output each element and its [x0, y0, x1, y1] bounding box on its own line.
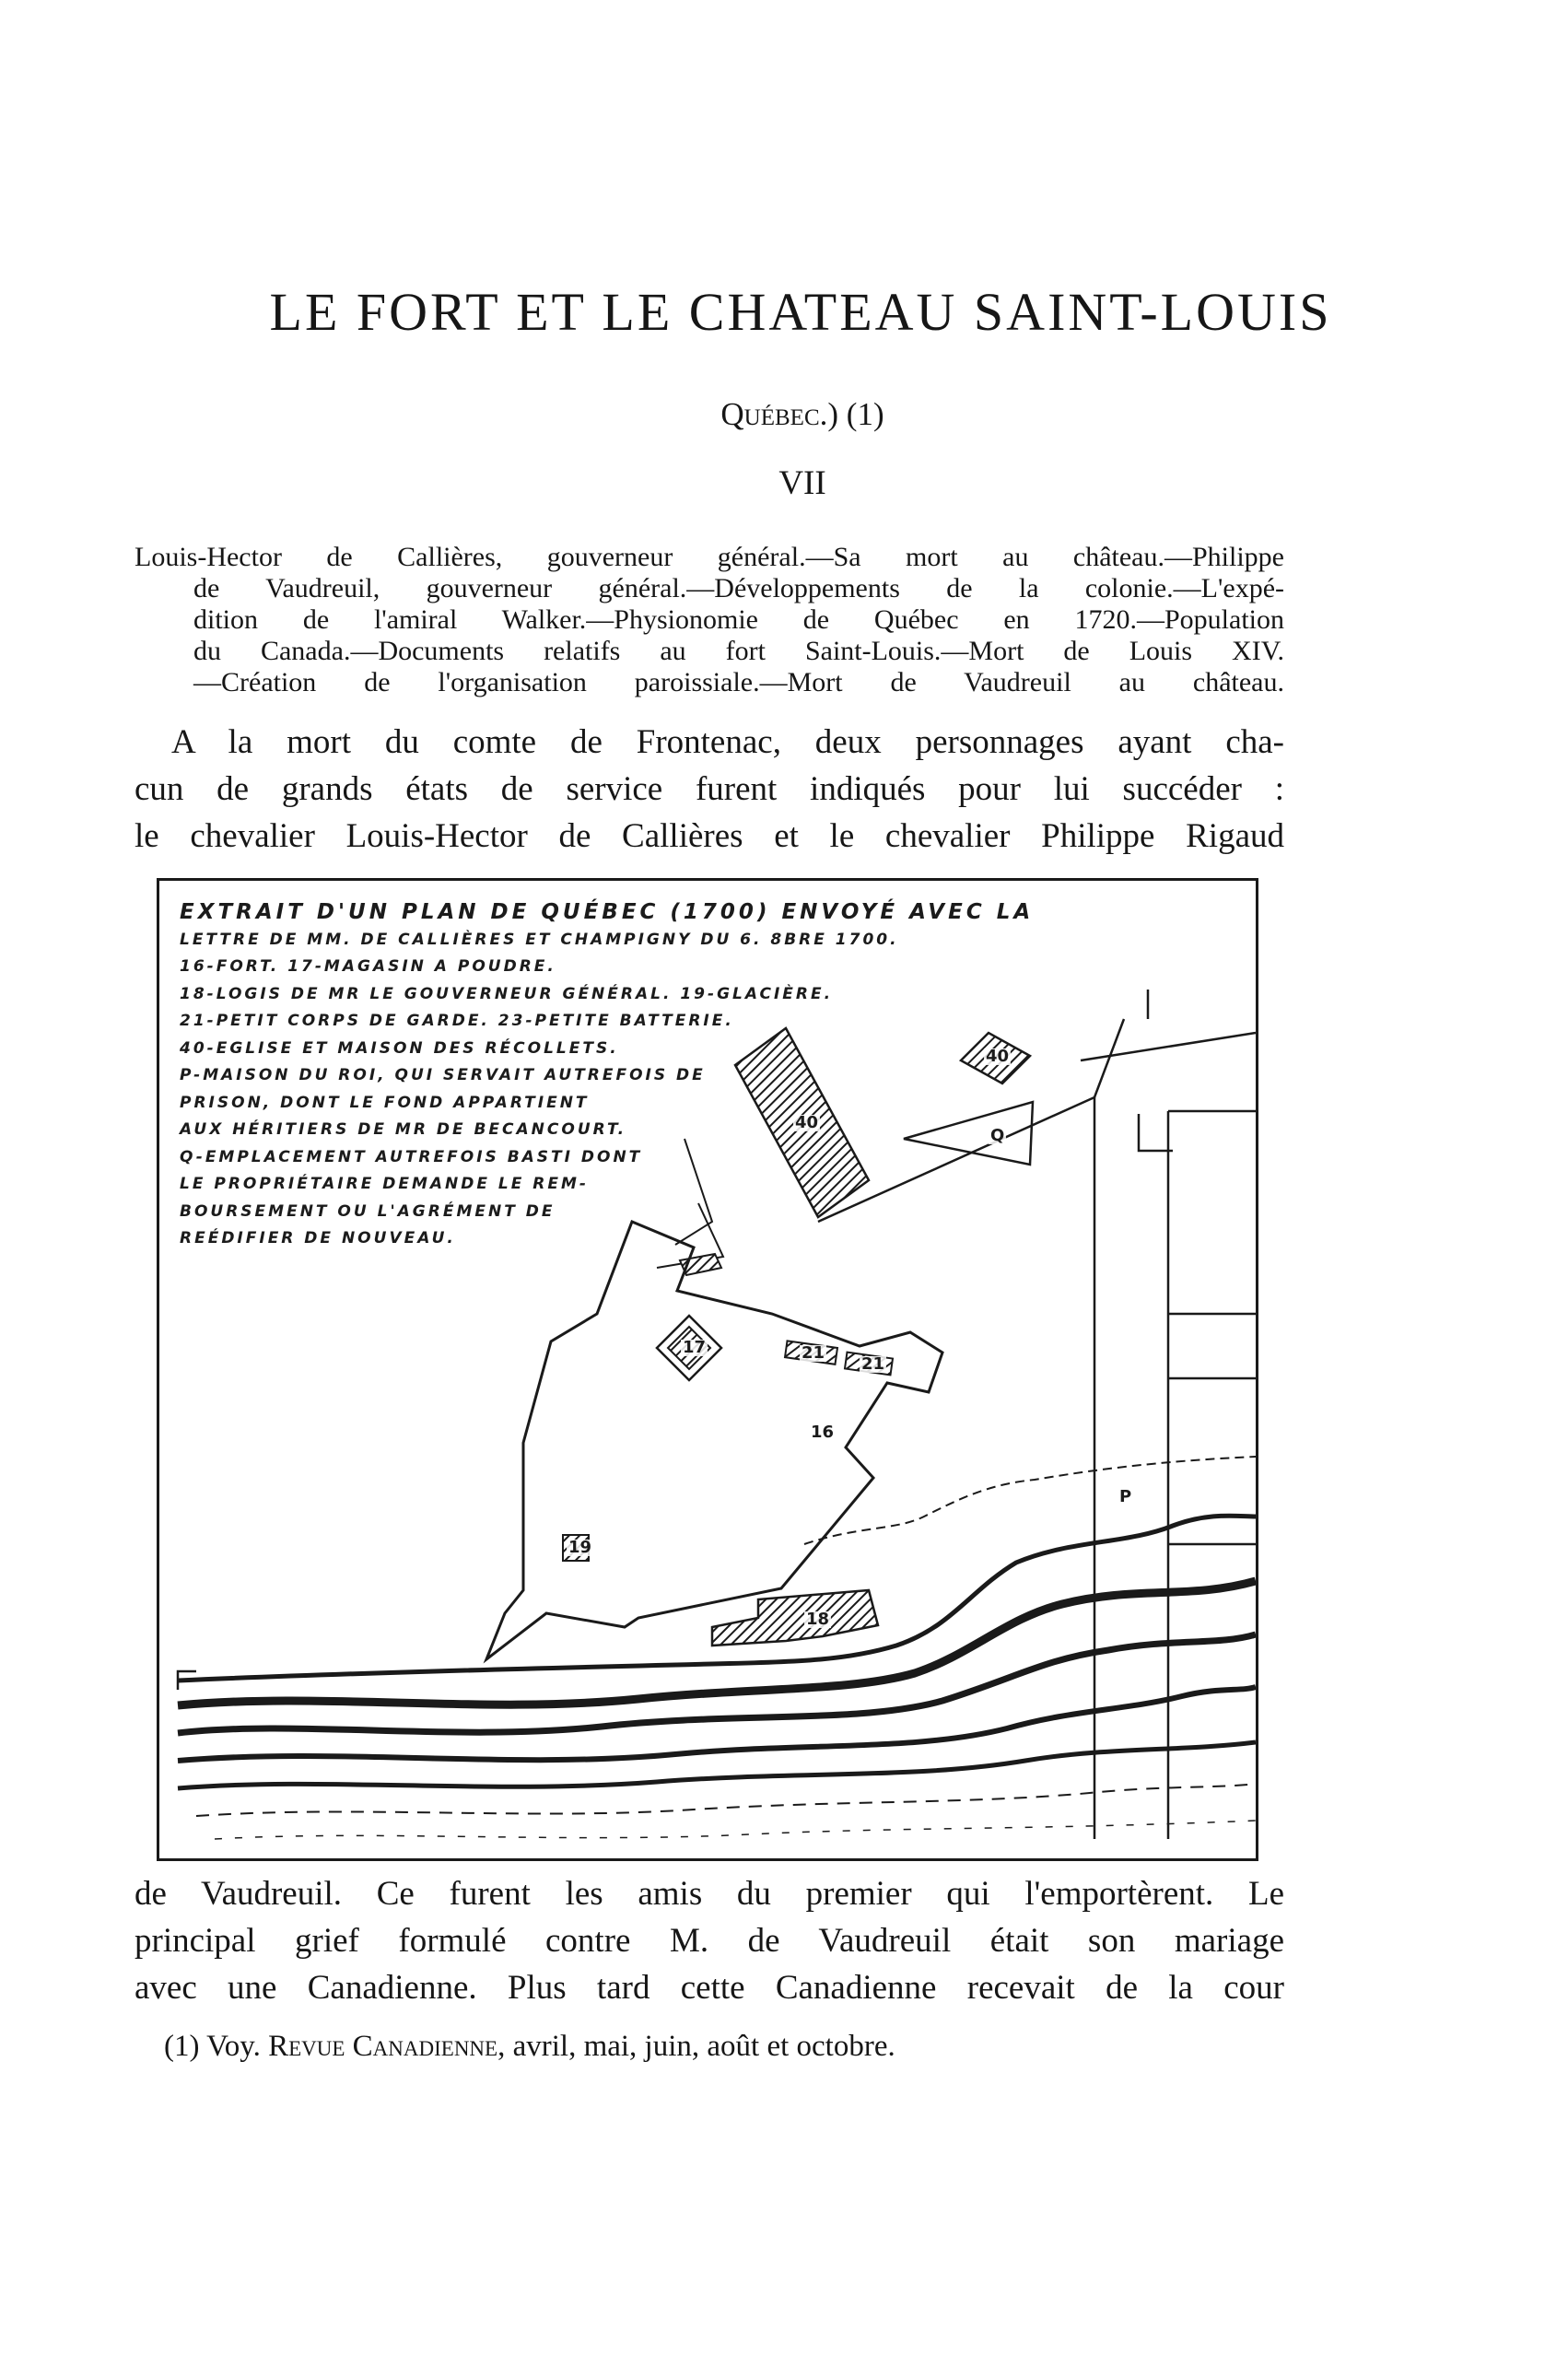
legend-line: 21-PETIT CORPS DE GARDE. 23-PETITE BATTERIE.	[180, 1012, 734, 1030]
summary-line: du Canada.—Documents relatifs au fort Saint-Louis.—Mort de Louis XIV.	[193, 636, 1284, 666]
legend-line: PRISON, DONT LE FOND APPARTIENT	[180, 1093, 590, 1112]
footnote-text-post: avril, mai, juin, août et octobre.	[512, 2030, 895, 2063]
label-residence-18: 18	[806, 1610, 830, 1629]
paragraph-line: A la mort du comte de Frontenac, deux personnages ayant cha-	[171, 723, 1284, 761]
label-storehouse-17: 17	[683, 1338, 707, 1357]
paragraph-line: cun de grands états de service furent indiqués pour lui succéder :	[135, 770, 1284, 808]
paragraph-intro	[135, 719, 1284, 860]
summary-line: dition de l'amiral Walker.—Physionomie de Québec en 1720.—Population	[193, 604, 1284, 635]
chapter-summary	[135, 542, 1284, 698]
legend-line: REÉDIFIER DE NOUVEAU.	[180, 1229, 456, 1247]
legend-line: LE PROPRIÉTAIRE DEMANDE LE REM-	[180, 1175, 589, 1193]
legend-line: AUX HÉRITIERS DE MR DE BECANCOURT.	[180, 1120, 627, 1139]
legend-line: Q-EMPLACEMENT AUTREFOIS BASTI DONT	[180, 1147, 643, 1166]
legend-line: BOURSEMENT OU L'AGRÉMENT DE	[180, 1201, 556, 1221]
paragraph-line: avec une Canadienne. Plus tard cette Canadienne recevait de la cour	[135, 1969, 1284, 2007]
summary-line: —Création de l'organisation paroissiale.—Mort de Vaudreuil au château.	[193, 667, 1284, 697]
legend-line: P-MAISON DU ROI, QUI SERVAIT AUTREFOIS DE	[180, 1066, 706, 1084]
page-title: LE FORT ET LE CHATEAU SAINT-LOUIS	[269, 282, 1332, 342]
legend-line: 18-LOGIS DE MR LE GOUVERNEUR GÉNÉRAL. 19-GLACIÈRE.	[180, 984, 834, 1003]
footnote-marker: (1)	[164, 2030, 200, 2063]
historical-map-figure	[157, 878, 1258, 1861]
label-church-40-small: 40	[986, 1047, 1010, 1066]
footnote-text-pre: Voy.	[206, 2030, 261, 2063]
legend-line: EXTRAIT D'UN PLAN DE QUÉBEC (1700) ENVOYÉ AVEC LA	[180, 900, 1035, 924]
paragraph-line: le chevalier Louis-Hector de Callières et le chevalier Philippe Rigaud	[135, 817, 1284, 855]
paragraph-continued	[135, 1870, 1284, 2011]
legend-line: LETTRE DE MM. DE CALLIÈRES ET CHAMPIGNY DU 6. 8BRE 1700.	[180, 930, 899, 949]
label-lot-q: Q	[990, 1126, 1005, 1145]
chapter-number: VII	[778, 464, 826, 502]
label-guard-21: 21	[802, 1343, 825, 1363]
legend-line: 16-FORT. 17-MAGASIN A POUDRE.	[180, 957, 556, 976]
label-church-40: 40	[795, 1113, 819, 1132]
summary-line: Louis-Hector de Callières, gouverneur général.—Sa mort au château.—Philippe	[135, 542, 1284, 572]
footnote	[164, 2030, 1270, 2064]
map-legend	[180, 899, 1034, 1253]
label-fort-16: 16	[811, 1423, 835, 1442]
page-subtitle: Québec.) (1)	[720, 396, 884, 432]
label-prison-p: P	[1119, 1487, 1132, 1506]
paragraph-line: principal grief formulé contre M. de Vaudreuil était son mariage	[135, 1922, 1284, 1960]
paragraph-line: de Vaudreuil. Ce furent les amis du premier qui l'emportèrent. Le	[135, 1875, 1284, 1913]
label-guard-21-b: 21	[861, 1354, 885, 1374]
label-icehouse-19: 19	[568, 1538, 592, 1557]
legend-line: 40-EGLISE ET MAISON DES RÉCOLLETS.	[180, 1038, 619, 1058]
footnote-journal: Revue Canadienne,	[268, 2030, 506, 2063]
summary-line: de Vaudreuil, gouverneur général.—Développements de la colonie.—L'expé-	[193, 573, 1284, 603]
